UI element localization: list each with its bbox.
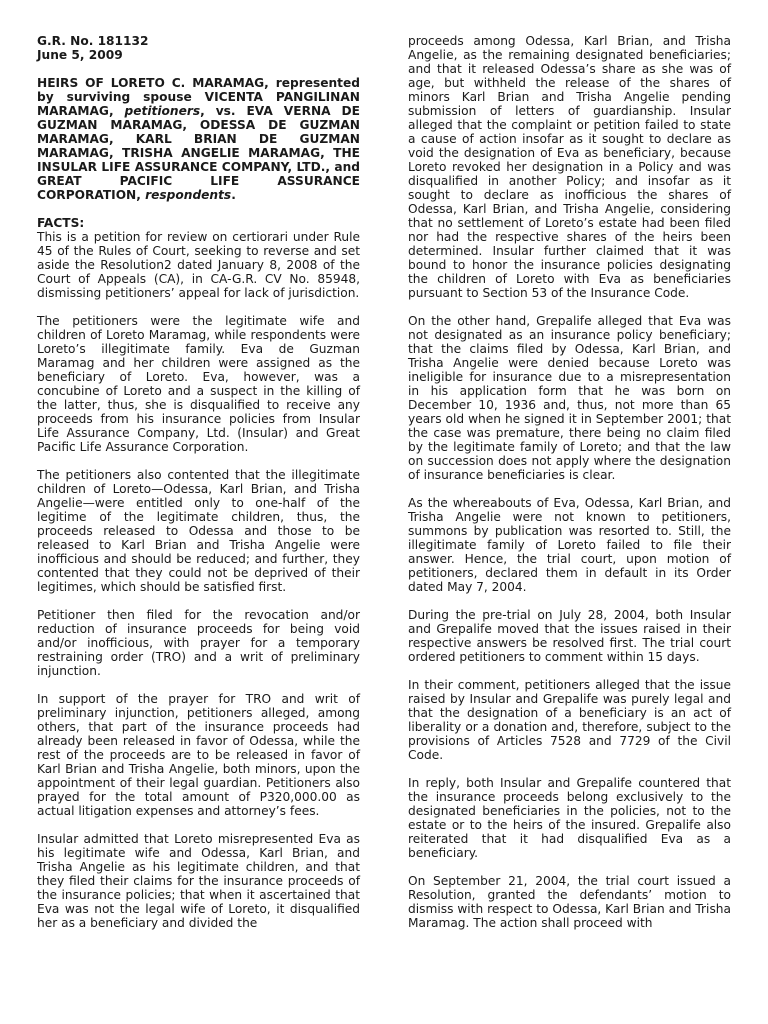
paragraph: Petitioner then filed for the revocation and/or reduction of insurance proceeds for being void and/or inofficious, with prayer for a temporary restraining order (TRO) and a writ of preliminary injunction. bbox=[37, 608, 360, 678]
paragraph: On September 21, 2004, the trial court issued a Resolution, granted the defendants’ motion to dismiss with respect to Odessa, Karl Brian and Trisha Maramag. The action shall proceed with bbox=[408, 874, 731, 930]
right-column bbox=[408, 34, 731, 930]
caption-petitioners: petitioners bbox=[124, 104, 201, 118]
paragraph: During the pre-trial on July 28, 2004, both Insular and Grepalife moved that the issues raised in their respective answers be resolved first. The trial court ordered petitioners to comment within 15 days. bbox=[408, 608, 731, 664]
paragraph: Insular admitted that Loreto misrepresented Eva as his legitimate wife and Odessa, Karl Brian, and Trisha Angelie as his legitimate children, and that they filed their claims for the insurance proceeds of the insurance policies; that when it ascertained that Eva was not the legal wife of Loreto, it disqualified her as a beneficiary and divided the bbox=[37, 832, 360, 930]
paragraph: On the other hand, Grepalife alleged that Eva was not designated as an insurance policy beneficiary; that the claims filed by Odessa, Karl Brian, and Trisha Angelie were denied because Loreto was ineligible for insurance due to a misrepresentation in his application form that he was born on December 10, 1936 and, thus, not more than 65 years old when he signed it in September 2001; that the case was premature, there being no claim filed by the legitimate family of Loreto; and that the law on succession does not apply where the designation of insurance beneficiaries is clear. bbox=[408, 314, 731, 482]
caption-respondents: respondents bbox=[145, 188, 232, 202]
caption-part3: . bbox=[231, 188, 236, 202]
paragraph: The petitioners were the legitimate wife and children of Loreto Maramag, while respondents were Loreto’s illegitimate family. Eva de Guzman Maramag and her children were assigned as the beneficiary of Loreto. Eva, however, was a concubine of Loreto and a suspect in the killing of the latter, thus, she is disqualified to receive any proceeds from his insurance policies from Insular Life Assurance Company, Ltd. (Insular) and Great Pacific Life Assurance Corporation. bbox=[37, 314, 360, 454]
paragraph: In support of the prayer for TRO and writ of preliminary injunction, petitioners alleged, among others, that part of the insurance proceeds had already been released in favor of Odessa, while the rest of the proceeds are to be released in favor of Karl Brian and Trisha Angelie, both minors, upon the appointment of their legal guardian. Petitioners also prayed for the total amount of P320,000.00 as actual litigation expenses and attorney’s fees. bbox=[37, 692, 360, 818]
paragraph: The petitioners also contented that the illegitimate children of Loreto—Odessa, Karl Brian, and Trisha Angelie—were entitled only to one-half of the legitime of the legitimate children, thus, the proceeds released to Odessa and those to be released to Karl Brian and Trisha Angelie were inofficious and should be reduced; and further, they contented that they could not be deprived of their legitimes, which should be satisfied first. bbox=[37, 468, 360, 594]
paragraph: As the whereabouts of Eva, Odessa, Karl Brian, and Trisha Angelie were not known to petitioners, summons by publication was resorted to. Still, the illegitimate family of Loreto failed to file their answer. Hence, the trial court, upon motion of petitioners, declared them in default in its Order dated May 7, 2004. bbox=[408, 496, 731, 594]
paragraph: This is a petition for review on certiorari under Rule 45 of the Rules of Court, seeking to reverse and set aside the Resolution2 dated January 8, 2008 of the Court of Appeals (CA), in CA-G.R. CV No. 85948, dismissing petitioners’ appeal for lack of jurisdiction. bbox=[37, 230, 360, 300]
paragraph: In their comment, petitioners alleged that the issue raised by Insular and Grepalife was purely legal and that the designation of a beneficiary is an act of liberality or a donation and, therefore, subject to the provisions of Articles 7528 and 7729 of the Civil Code. bbox=[408, 678, 731, 762]
facts-heading: FACTS: bbox=[37, 216, 85, 230]
case-number: G.R. No. 181132 bbox=[37, 34, 149, 48]
left-column bbox=[37, 34, 360, 930]
case-date: June 5, 2009 bbox=[37, 48, 123, 62]
caption-part1: HEIRS OF LORETO C. MARAMAG, represented by surviving spouse VICENTA PANGILINAN MARAMAG, bbox=[37, 76, 360, 118]
case-caption bbox=[37, 76, 360, 202]
caption-part2: , vs. EVA VERNA DE GUZMAN MARAMAG, ODESSA DE GUZMAN MARAMAG, KARL BRIAN DE GUZMAN MARAMAG, TRISHA ANGELIE MARAMAG, THE INSULAR LIFE ASSURANCE COMPANY, LTD., and GREAT PACIFIC LIFE ASSURANCE CORPORATION, bbox=[37, 104, 360, 202]
paragraph: proceeds among Odessa, Karl Brian, and Trisha Angelie, as the remaining designated beneficiaries; and that it released Odessa’s share as she was of age, but withheld the release of the shares of minors Karl Brian and Trisha Angelie pending submission of letters of guardianship. Insular alleged that the complaint or petition failed to state a cause of action insofar as it sought to declare as void the designation of Eva as beneficiary, because Loreto revoked her designation in a Policy and was disqualified in another Policy; and insofar as it sought to declare as inofficious the shares of Odessa, Karl Brian, and Trisha Angelie, considering that no settlement of Loreto’s estate had been filed nor had the respective shares of the heirs been determined. Insular further claimed that it was bound to honor the insurance policies designating the children of Loreto with Eva as beneficiaries pursuant to Section 53 of the Insurance Code. bbox=[408, 34, 731, 300]
paragraph: In reply, both Insular and Grepalife countered that the insurance proceeds belong exclusively to the designated beneficiaries in the policies, not to the estate or to the heirs of the insured. Grepalife also reiterated that it had disqualified Eva as a beneficiary. bbox=[408, 776, 731, 860]
